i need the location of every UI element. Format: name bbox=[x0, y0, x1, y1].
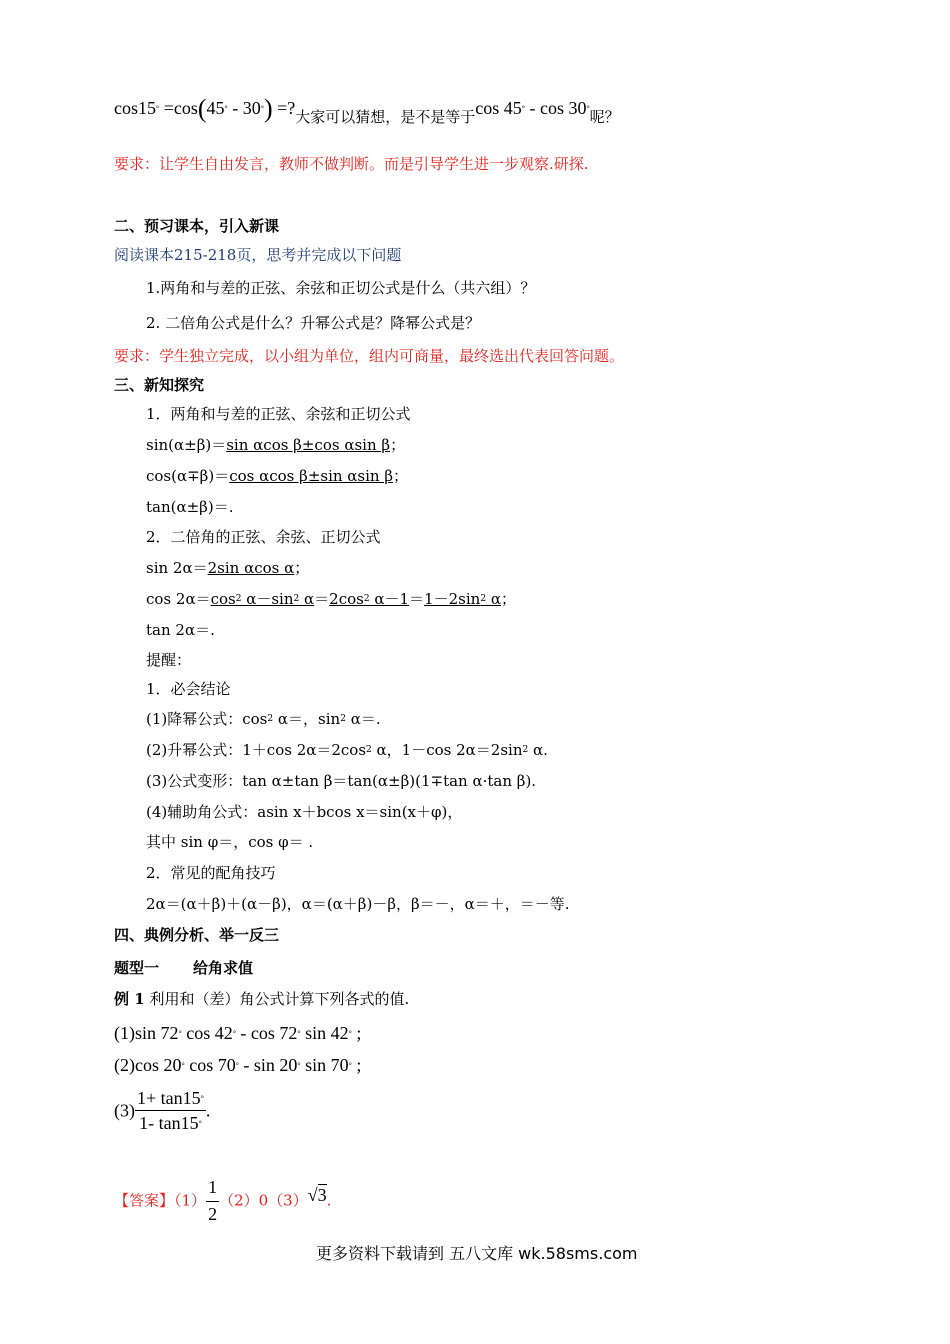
answer-sqrt3: √3 bbox=[307, 1184, 327, 1205]
intro-compare: cos 45° - cos 30° bbox=[475, 98, 590, 118]
problem-2: (2)cos 20° cos 70° - sin 20° sin 70° ; bbox=[114, 1055, 362, 1075]
power-reduction: (1)降幂公式：$\cos^2 \alpha=$，$\sin^2 \alpha=$. bbox=[146, 710, 381, 728]
must-know-title: 1．必会结论 bbox=[146, 680, 231, 698]
double-angle-title: 2．二倍角的正弦、余弦、正切公式 bbox=[146, 528, 381, 546]
section2-requirement: 要求：学生独立完成，以小组为单位，组内可商量，最终选出代表回答问题。 bbox=[114, 347, 625, 365]
problem-1: (1)sin 72° cos 42° - cos 72° sin 42° ; bbox=[114, 1023, 362, 1043]
section2-question-2: 2. 二倍角公式是什么？升幂公式是？降幂公式是？ bbox=[146, 314, 481, 332]
answer-half: $\frac{1}{2}$ bbox=[208, 1177, 218, 1224]
sin-double-formula: sin 2α＝2sin αcos α； bbox=[146, 559, 310, 577]
example-1: 例 1 利用和（差）角公式计算下列各式的值. bbox=[114, 990, 410, 1008]
type1-heading: 题型一 给角求值 bbox=[114, 959, 254, 977]
tan-double-formula: tan 2α＝. bbox=[146, 621, 215, 639]
intro-text: 大家可以猜想，是不是等于 bbox=[295, 108, 476, 126]
intro-requirement: 要求：让学生自由发言，教师不做判断。而是引导学生进一步观察.研探. bbox=[114, 155, 589, 173]
answer-label: 【答案】 bbox=[114, 1191, 175, 1210]
cos-double-formula: $\cos 2\alpha=\cos^2$ $\alpha-\sin^2$ $\alpha=2\cos^2$ $\alpha-1=1-2\sin^2$ α； bbox=[146, 590, 516, 608]
auxiliary-angle-where: 其中 sin φ＝，cos φ＝ . bbox=[146, 833, 314, 851]
reminder-label: 提醒： bbox=[146, 651, 192, 669]
section2-reading: 阅读课本215-218页，思考并完成以下问题 bbox=[114, 246, 402, 264]
intro-line: cos15° =cos(45° - 30°) =?大家可以猜想，是不是等于cos 45° - cos 30°呢？ bbox=[114, 94, 620, 126]
section2-heading: 二、预习课本，引入新课 bbox=[114, 217, 280, 235]
problem-3: (3) $\frac{1+ \tan 15^\circ}{1- \tan 15^\circ}$ . bbox=[114, 1088, 211, 1133]
footer-link[interactable]: 更多资料下载请到 五八文库 wk.58sms.com bbox=[316, 1244, 638, 1263]
angle-tricks: 2α＝(α＋β)＋(α－β)，α＝(α＋β)－β，β＝－，α＝＋，＝－等. bbox=[146, 895, 570, 913]
auxiliary-angle: (4)辅助角公式：asin x＋bcos x＝sin(x＋φ)， bbox=[146, 803, 463, 821]
cos-sum-formula: cos(α∓β)＝cos αcos β±sin αsin β； bbox=[146, 467, 409, 485]
sin-sum-formula: sin(α±β)＝sin αcos β±cos αsin β； bbox=[146, 436, 406, 454]
angle-tricks-title: 2．常见的配角技巧 bbox=[146, 864, 276, 882]
formula-variant: (3)公式变形：tan α±tan β＝tan(α±β)(1∓tan α·tan β). bbox=[146, 772, 537, 790]
answer-line: 【答案】（1） $\frac{1}{2}$ （2）0（3）√3. bbox=[114, 1177, 332, 1224]
section3-heading: 三、新知探究 bbox=[114, 376, 205, 394]
power-raise: (2)升幂公式：1＋cos $2\alpha=2\cos^2$ α，1－cos $2\alpha=2\sin^2$ α. bbox=[146, 741, 548, 759]
problem-3-fraction: $\frac{1+ \tan 15^\circ}{1- \tan 15^\circ}$ bbox=[137, 1088, 204, 1133]
sum-diff-title: 1．两角和与差的正弦、余弦和正切公式 bbox=[146, 405, 411, 423]
intro-equation: cos15° =cos(45° - 30°) =? bbox=[114, 94, 296, 123]
tan-sum-formula: tan(α±β)＝. bbox=[146, 498, 234, 516]
section4-heading: 四、典例分析、举一反三 bbox=[114, 926, 280, 944]
section2-question-1: 1.两角和与差的正弦、余弦和正切公式是什么（共六组）？ bbox=[146, 279, 536, 297]
